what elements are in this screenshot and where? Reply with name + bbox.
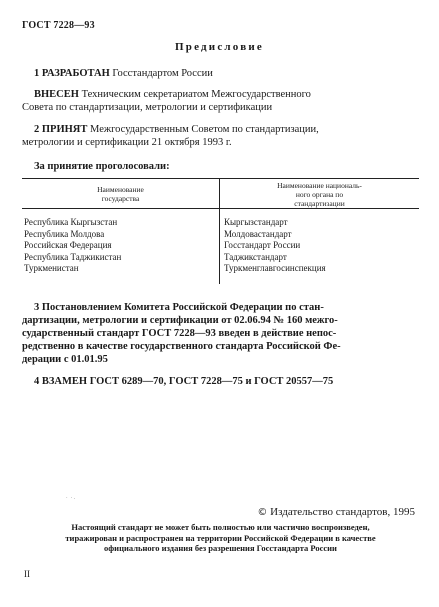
item-decree-line4: редственно в качестве государственного стандарта Российской Фе-: [22, 341, 341, 352]
item-decree-line2: дартизации, метрологии и сертификации от 02.06.94 № 160 межго-: [22, 315, 338, 326]
item-adopted-bold: ПРИНЯТ: [41, 124, 88, 135]
item-developed-bold: РАЗРАБОТАН: [41, 68, 110, 79]
item-adopted: [22, 123, 429, 137]
item-introduced: [22, 88, 429, 102]
item-replaces: [22, 375, 429, 389]
item-replaces-bold: ВЗАМЕН: [41, 376, 88, 387]
table-header-state: Наименование государства: [97, 185, 144, 203]
copyright-line: [257, 505, 415, 520]
table-row-state: Туркменистан: [24, 263, 79, 273]
item-adopted-line1: Межгосударственным Советом по стандартизации,: [87, 124, 319, 135]
item-adopted-num: 2: [34, 124, 40, 135]
standard-code: ГОСТ 7228—93: [22, 20, 95, 31]
item-introduced-bold: ВНЕСЕН: [34, 89, 79, 100]
table-column-states: [24, 217, 121, 275]
item-decree-line3: сударственный стандарт ГОСТ 7228—93 введен в действие непос-: [22, 328, 337, 339]
table-row-state: Республика Таджикистан: [24, 251, 122, 262]
item-developed: [22, 67, 429, 81]
voted-title: За принятие проголосовали:: [34, 161, 170, 172]
table-row-body: Таджикстандарт: [224, 251, 287, 262]
copyright-icon: ©: [257, 507, 268, 518]
table-header-body: Наименование националь- ного органа по стандартизации: [277, 181, 362, 208]
reproduction-notice: Настоящий стандарт не может быть полностью или частично воспроизведен, тиражирован и распространен на территории Российской Федерации в качестве официального издания без разрешения Госстандарта России: [65, 522, 376, 553]
table-row-body: Кыргызстандарт: [224, 217, 288, 227]
item-decree-line5: дерации с 01.01.95: [22, 354, 108, 365]
item-introduced-cont: Совета по стандартизации, метрологии и сертификации: [22, 102, 273, 113]
page-number: II: [24, 569, 30, 579]
copyright-text: Издательство стандартов, 1995: [267, 506, 415, 518]
item-replaces-text: ГОСТ 6289—70, ГОСТ 7228—75 и ГОСТ 20557—75: [87, 376, 334, 387]
table-header-rule: [22, 208, 419, 209]
item-developed-num: 1: [34, 68, 40, 79]
item-developed-text: Госстандартом России: [109, 68, 213, 79]
table-row-state: Республика Молдова: [24, 228, 105, 239]
table-row-body: Туркменглавгосинспекция: [224, 263, 326, 273]
item-replaces-num: 4: [34, 376, 40, 387]
table-top-rule: [22, 178, 419, 179]
table-row-body: Молдовастандарт: [224, 228, 292, 239]
item-adopted-cont: метрологии и сертификации 21 октября 1993 г.: [22, 137, 232, 148]
item-introduced-line1: Техническим секретариатом Межгосударственного: [78, 89, 311, 100]
table-row-body: Госстандарт России: [224, 240, 301, 250]
item-decree-line1: 3 Постановлением Комитета Российской Федерации по стан-: [34, 302, 324, 313]
table-row-state: Российская Федерация: [24, 240, 112, 250]
table-column-bodies: [224, 217, 326, 275]
scan-specks: · ·.: [66, 496, 76, 501]
preface-heading: Предисловие: [175, 41, 264, 53]
table-row-state: Республика Кыргызстан: [24, 217, 118, 227]
